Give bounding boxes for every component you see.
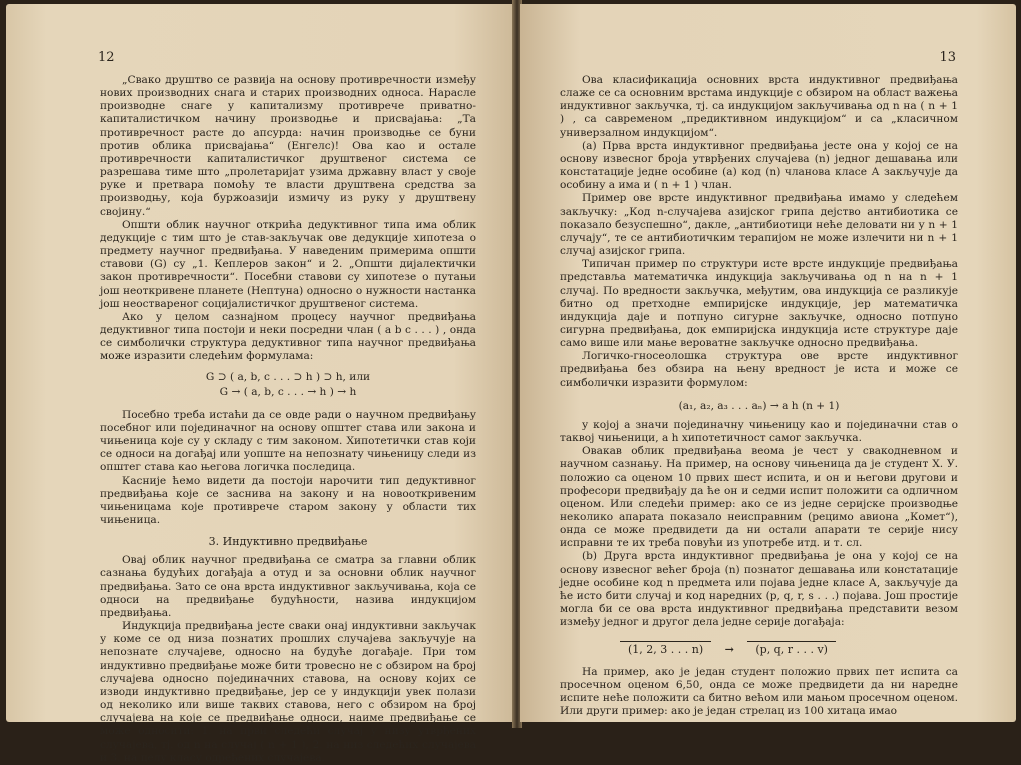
paragraph: (а) Прва врста индуктивног предвиђања јесте она у којој се на основу извесног броја утврђених случајева (n) једног дешавања или констатације једне особине (а) код (n) чланова класе А закључује да особину а има и ( n + 1 ) члан.: [560, 139, 958, 192]
paragraph: Овај облик научног предвиђања се сматра за главни облик сазнања будућих догађаја а отуд и за основни облик научног предвиђања. Зато се она врста индуктивног закључивања, која се односи на предвиђање будућности, назива индукцијом предвиђања.: [100, 554, 476, 619]
paragraph: Општи облик научног открића дедуктивног типа има облик дедукције с тим што је став-закључак ове дедукције хипотеза о предмету научног предвиђања. У наведеним примерима општи ставови (G) су „1. Кеплеров закон“ и 2. „Општи дијалектички закон противречности“. Посебни ставови су хипотезе о путањи још неоткривене планете (Нептуна) односно о нужности настанка још неоствареног социјалистичког друштвеног система.: [100, 218, 476, 310]
inductive-formula: (a₁, a₂, a₃ . . . aₙ) → a h (n + 1): [678, 399, 840, 412]
page-number: 13: [939, 50, 956, 65]
paragraph: Логичко-гносеолошка структура ове врсте индуктивног предвиђања без обзира на њену вредност је иста и може се симболички изразити формулом:: [560, 350, 958, 389]
paragraph: (b) Друга врста индуктивног предвиђања је она у којој се на основу извесног већег броја (n) познатог дешавања или констатације једне особине код n предмета или појава једне класе А, закључује да ће исто бити случај и код наредних (p, q, r, s . . .) појава. Још простије могла би се ова врста индуктивног предвиђања представити везом између једног и другог дела једне серије догађаја:: [560, 550, 958, 629]
paragraph: Ова класификација основних врста индуктивног предвиђања слаже се са основним врстама индукције с обзиром на област важења индуктивног закључка, тј. са индукцијом закључивања од n на ( n + 1 ) , са савременом „предиктивном индукцијом“ и са „класичном универзалном индукцијом“.: [560, 74, 958, 139]
paragraph: Овакав облик предвиђања веома је чест у свакодневном и научном сазнању. На пример, на основу чињеница да је студент Х. У. положио са оценом 10 првих шест испита, и он и његови другови и професори предвиђају да ће он и седми испит положити са одличном оценом. Или следећи пример: ако се из једне серијске производње неколико апарата показало неисправним (рецимо авиона „Комет“), онда се може предвидети да ни остали апарати те серије нису исправни те их треба повући из употребе итд. и т. сл.: [560, 445, 958, 550]
paragraph: Касније ћемо видети да постоји нарочити тип дедуктивног предвиђања које се заснива на закону и на новооткривеним чињеницама које противрече старом закону у области тих чињеница.: [100, 474, 476, 526]
scheme-right: (p, q, r . . . v): [747, 641, 836, 657]
paragraph: Ако у целом сазнајном процесу научног предвиђања дедуктивног типа постоји и неки посредни члан ( a b c . . . ) , онда се симболички структура дедуктивног типа научног предвиђања може изразити следећим формулама:: [100, 310, 476, 363]
section-title: 3. Индуктивно предвиђање: [208, 535, 368, 549]
scheme-left: (1, 2, 3 . . . n): [620, 641, 711, 657]
paragraph: у којој a значи појединачну чињеницу као и појединачни став о таквој чињеници, а h хипотетичност самог закључка.: [560, 418, 958, 445]
right-page-text: [560, 74, 958, 718]
formula-line: G ⊃ ( a, b, c . . . ⊃ h ) ⊃ h, или: [205, 371, 371, 384]
left-page: [6, 4, 514, 764]
paragraph: „Свако друштво се развија на основу противречности између нових производних снага и старих производних односа. Нарасле производне снаге у капитализму противрече приватно-капиталистичком начину производње и присвајања: „Та противречност расте до апсурда: начин производње се буни против облика присвајања“ (Енгелс)! Ова као и остале противречности капиталистичког друштвеног система се разрешава тиме што „пролетаријат узима државну власт у своје руке и претвара помоћу те власти друштвена средства за производњу, која буржоазији измичу из руку у друштвену својину.“: [100, 74, 476, 218]
scheme-arrow: →: [724, 643, 734, 657]
deductive-formula: [100, 371, 476, 398]
paragraph: Индукција предвиђања јесте сваки онај индуктивни закључак у коме се од низа познатих прошлих случајева закључује на непознате случајеве, односно на будуће догађаје. При том индуктивно предвиђање може бити тровесно не с обзиром на број случајева односно појединачних ставова, на основу којих се изводи индуктивно предвиђање, јер се у индукцији увек полази од неколико или више таквих ставова, него с обзиром на број случајева на које се предвиђање односи, наиме предвиђање се може односити: 1. на први следећи случај у низу утврђених случајева, тј. од n на случај ( n + 1 ), 2. на низ следећих случајева и 3. на целу класу одређених случајева.: [100, 620, 476, 764]
formula-line: G → ( a, b, c . . . → h ) → h: [219, 385, 357, 398]
left-page-text: [100, 74, 476, 765]
paragraph: Посебно треба истаћи да се овде ради о научном предвиђању посебног или појединачног на основу општег става или закона и чињеница које су у складу с тим законом. Хипотетички став који се односи на догађај или уопште на непознату чињеницу следи из општег става као његова логичка последица.: [100, 408, 476, 474]
series-scheme: [620, 641, 958, 657]
paragraph: Типичан пример по структури исте врсте индукције предвиђања представља математичка индукција закључивања од n на n + 1 случај. По вредности закључка, међутим, ова индукција се разликује битно од претходне емпиријске индукције, јер математичка индукција даје и потпуно сигурне закључке, односно потпуно сигурна предвиђања, док емпиријска индукција исте структуре даје само више или мање вероватне закључке односно предвиђања.: [560, 258, 958, 350]
right-page: [520, 4, 1016, 722]
page-number: 12: [98, 50, 115, 65]
paragraph: Пример ове врсте индуктивног предвиђања имамо у следећем закључку: „Код n-случајева азијског грипа дејство антибиотика се показало безуспешно“, дакле, „антибиотици неће деловати ни у n + 1 случају“, те се антибиотичким терапијом не може излечити ни n + 1 случај азијског грипа.: [560, 192, 959, 258]
paragraph: На пример, ако је један студент положио првих пет испита са просечном оценом 6,50, онда се може предвидети да ни наредне испите неће положити са битно већом или мањом просечном оценом. Или други пример: ако је један стрелац из 100 хитаца имао: [560, 665, 958, 718]
